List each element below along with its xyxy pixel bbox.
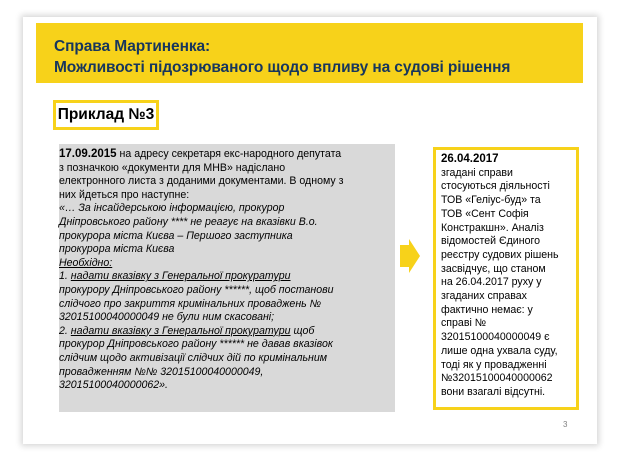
slide-title [54, 36, 510, 78]
example-label: Приклад №3 [53, 100, 159, 130]
quote-line: прокурору Дніпровського району ******, щоб постанови [59, 283, 334, 296]
findings-line: згадані справи [441, 166, 513, 179]
findings-date: 26.04.2017 [441, 153, 499, 165]
quote-line: провадженням №№ 32015100040000049, [59, 365, 264, 378]
findings-line: стосуються діяльності [441, 180, 550, 193]
event-date: 17.09.2015 [59, 148, 117, 160]
findings-line: фактично немає: у [441, 303, 533, 316]
quote-line: 1. надати вказівку з Генеральної прокуратури [59, 270, 291, 283]
findings-line: засвідчує, що станом [441, 262, 546, 275]
findings-line: Констракшн». Аналіз [441, 221, 544, 234]
quote-line: 32015100040000049 не були ним скасовані; [59, 311, 275, 324]
findings-line: №32015100040000062 [441, 372, 553, 385]
text-line: 17.09.2015 на адресу секретаря екс-народного депутата [59, 148, 342, 160]
title-banner [36, 23, 583, 83]
quote-line: 2. надати вказівку з Генеральної прокуратури щоб [59, 324, 315, 337]
text-line: електронного листа з доданими документами. В одному з [59, 175, 344, 188]
slide-title-line-2: Можливості підозрюваного щодо впливу на судові рішення [54, 59, 511, 76]
text-line: з позначкою «документи для МНВ» надіслано [59, 161, 286, 174]
findings-line: ТОВ «Геліус-буд» та [441, 194, 541, 207]
quote-line: «… За інсайдерською інформацією, прокурор [59, 202, 285, 215]
quote-line: 32015100040000062». [59, 379, 168, 392]
quote-line: прокурор Дніпровського району ****** не давав вказівок [59, 338, 333, 351]
right-arrow-icon [400, 239, 420, 273]
quote-line: прокурора міста Києва [59, 243, 175, 256]
quote-line: Дніпровського району **** не реагує на вказівки В.о. [59, 215, 318, 228]
quote-line: слідчим щодо активізації слідчих дій по кримінальним [59, 351, 328, 364]
slide-title-line-1: Справа Мартиненка: [54, 38, 211, 55]
case-details-text [59, 148, 389, 393]
page-number: 3 [563, 420, 568, 429]
findings-line: згаданих справах [441, 290, 527, 303]
findings-line: тоді як у провадженні [441, 358, 547, 371]
findings-line: 32015100040000049 є [441, 331, 550, 344]
findings-line: вони взагалі відсутні. [441, 385, 546, 398]
quote-line: слідчого про закриття кримінальних проваджень № [59, 297, 322, 310]
findings-line: відомостей Єдиного [441, 235, 540, 248]
findings-text [441, 153, 558, 400]
findings-line: реєстру судових рішень [441, 248, 559, 261]
required-heading: Необхідно: [59, 256, 113, 269]
findings-line: ТОВ «Сент Софія [441, 207, 529, 220]
findings-line: лише одна ухвала суду, [441, 344, 558, 357]
findings-line: на 26.04.2017 руху у [441, 276, 542, 289]
findings-line: справі № [441, 317, 487, 330]
text-line: них йдеться про наступне: [59, 188, 190, 201]
quote-line: прокурора міста Києва – Першого заступника [59, 229, 293, 242]
